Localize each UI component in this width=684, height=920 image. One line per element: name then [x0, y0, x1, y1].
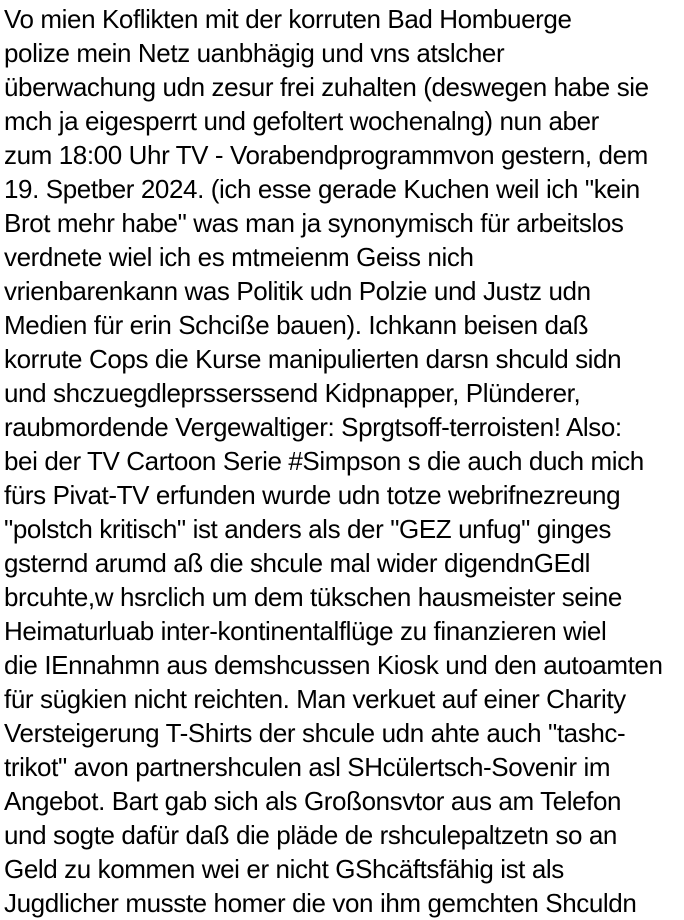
- text-line: korrute Cops die Kurse manipulierten darsn shculd sidn: [4, 344, 622, 374]
- text-line: gsternd arumd aß die shcule mal wider digendnGEdl: [4, 548, 590, 578]
- text-line: Brot mehr habe" was man ja synonymisch für arbeitslos: [4, 208, 624, 238]
- text-line: Vo mien Koflikten mit der korruten Bad Hombuerge: [4, 4, 572, 34]
- text-line: und shczuegdleprsserssend Kidpnapper, Plünderer,: [4, 378, 581, 408]
- text-line: brcuhte,w hsrclich um dem tükschen hausmeister seine: [4, 582, 622, 612]
- text-line: "polstch kritisch" ist anders als der "GEZ unfug" ginges: [4, 514, 612, 544]
- text-line: bei der TV Cartoon Serie #Simpson s die auch duch mich: [4, 446, 644, 476]
- text-line: Heimaturluab inter-kontinentalflüge zu finanzieren wiel: [4, 616, 607, 646]
- text-line: Jugdlicher musste homer die von ihm gemchten Shculdn: [4, 888, 637, 918]
- text-line: polize mein Netz uanbhägig und vns atslcher: [4, 38, 505, 68]
- text-line: Angebot. Bart gab sich als Großonsvtor aus am Telefon: [4, 786, 622, 816]
- text-line: Medien für erin Schciße bauen). Ichkann beisen daß: [4, 310, 589, 340]
- text-line: vrienbarenkann was Politik udn Polzie und Justz udn: [4, 276, 591, 306]
- text-line: und sogte dafür daß die pläde de rshculepaltzetn so an: [4, 820, 617, 850]
- text-line: trikot" avon partnershculen asl SHcülertsch-Sovenir im: [4, 752, 611, 782]
- text-line: die IEnnahmn aus demshcussen Kiosk und den autoamten: [4, 650, 663, 680]
- text-line: Geld zu kommen wei er nicht GShcäftsfähig ist als: [4, 854, 564, 884]
- text-line: raubmordende Vergewaltiger: Sprgtsoff-terroisten! Also:: [4, 412, 622, 442]
- text-line: für sügkien nicht reichten. Man verkuet auf einer Charity: [4, 684, 626, 714]
- text-line: 19. Spetber 2024. (ich esse gerade Kuchen weil ich "kein: [4, 174, 640, 204]
- text-line: überwachung udn zesur frei zuhalten (deswegen habe sie: [4, 72, 649, 102]
- text-line: verdnete wiel ich es mtmeienm Geiss nich: [4, 242, 474, 272]
- text-line: zum 18:00 Uhr TV - Vorabendprogrammvon gestern, dem: [4, 140, 648, 170]
- text-line: Versteigerung T-Shirts der shcule udn ahte auch "tashc-: [4, 718, 626, 748]
- text-line: mch ja eigesperrt und gefoltert wochenalng) nun aber: [4, 106, 599, 136]
- text-line: fürs Pivat-TV erfunden wurde udn totze webrifnezreung: [4, 480, 621, 510]
